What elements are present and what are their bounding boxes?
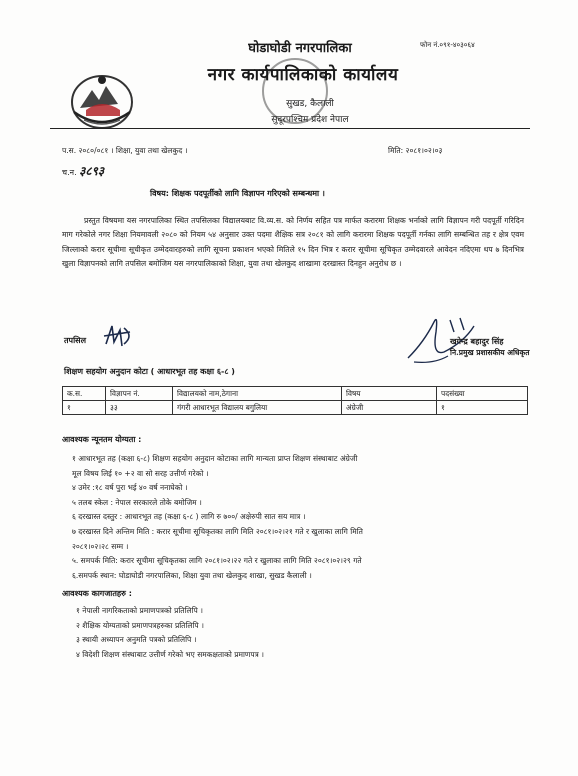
quota-title: शिक्षण सहयोग अनुदान कोटा ( आधारभूत तह कक्षा ६-८ ) — [64, 367, 235, 376]
requirements-list — [72, 452, 532, 583]
documents-list — [76, 604, 516, 662]
list-item: १ आधारभूत तह (कक्षा ६-८) शिक्षण सहयोग अनुदान कोटाका लागि मान्यता प्राप्त शिक्षण संस्थाबाट अंग्रेजी — [72, 454, 358, 463]
office-location: सुखड, कैलाली — [286, 99, 334, 109]
table-row — [63, 401, 528, 415]
letter-date: मिति: २०८१।०२।०३ — [388, 146, 443, 155]
column-header: विद्यालयको नाम,ठेगाना — [173, 387, 342, 401]
province-name: सुदूरपश्चिम प्रदेश नेपाल — [271, 115, 349, 125]
tapsil-label: तपसिल — [64, 336, 87, 345]
letter-body: प्रस्तुत विषयमा यस नगरपालिका स्थित तपसिलका विद्यालयबाट वि.व्य.स. को निर्णय सहित पत्र मार्फत करारमा शिक्षक भर्नाको लागि विज्ञापन गरी पदपूर्ती गरिदिन माग गरेकोले नगर शिक्षा नियमावली २०८० को नियम ५४ अनुसार उक्त पदमा शैक्षिक सत्र २०८१ को लागि करारमा शिक्षक पदपूर्ती गर्नका लागि सम्बन्धित तह र क्षेत्र एवम जिल्लाको करार सूचीमा सूचीकृत उम्मेदवारहरुको लागि सूचना प्रकाशन भएको मितिले १५ दिन भित्र र करार सूचीमा सूचिकृत उम्मेदवारले आवेदन नदिएमा थप ७ दिनभित्र खुला विज्ञापनको लागि तपसिल बमोजिम यस नगरपालिकाको शिक्षा, युवा तथा खेलकुद शाखामा दरखास्त दिनहुन अनुरोध छ । — [62, 216, 524, 269]
initials-signature-icon — [100, 322, 136, 350]
table-cell: ३३ — [106, 401, 173, 415]
header-divider — [50, 128, 530, 129]
table-cell: १ — [437, 401, 528, 415]
letter-subject: विषय: शिक्षक पदपूर्तीको लागि विज्ञापन गरिएको सम्बन्धमा । — [150, 189, 325, 198]
list-item: ६.समपर्क स्थान: घोडाघोडी नगरपालिका, शिक्षा युवा तथा खेलकुद शाखा, सुखड कैलाली । — [72, 570, 312, 580]
list-item: ३ स्थायी अध्यापन अनुमति पत्रको प्रतिलिपि । — [76, 635, 197, 645]
column-header: पदसंख्या — [437, 387, 528, 401]
column-header: क.स. — [63, 387, 106, 401]
dispatch-value: ३८९३ — [79, 164, 105, 178]
office-name: नगर कार्यपालिकाको कार्यालय — [207, 65, 399, 85]
table-header-row — [63, 387, 528, 401]
list-item: १ नेपाली नागरिकताको प्रमाणपत्रको प्रतिलिपि । — [76, 606, 204, 615]
list-item: मूल विषय लिई १० +२ वा सो सरह उत्तीर्ण गरेको । — [72, 468, 209, 478]
table-cell: अंग्रेजी — [342, 401, 437, 415]
nepal-government-emblem-icon — [66, 68, 138, 132]
list-item: २ शैक्षिक योग्यताको प्रमाणपत्रहरुका प्रतिलिपि । — [76, 620, 204, 630]
signatory-title: नि.प्रमुख प्रशासकीय अधिकृत — [450, 348, 530, 357]
list-item: २०८१।०२।२८ सम्म । — [72, 541, 129, 551]
requirements-heading: आवश्यक न्यूनतम योग्यता : — [62, 435, 142, 444]
signatory-name: खगेन्द्र बहादुर सिंह — [450, 336, 504, 346]
dispatch-number — [62, 162, 104, 179]
table-cell: गंगरी आधारभूत विद्यालय बगुलिया — [173, 401, 342, 415]
phone-number: फोन नं.०९१-४०३०६४ — [420, 41, 475, 49]
list-item: ४ उमेर :१८ वर्ष पुरा भई ४० वर्ष ननाघेको । — [72, 483, 188, 493]
documents-heading: आवश्यक कागजातहरु : — [62, 589, 132, 598]
column-header: विषय — [342, 387, 437, 401]
vacancy-table — [62, 386, 528, 415]
dispatch-label: च.न. — [62, 168, 77, 177]
reference-number: प.स. २०८०/०८१ । शिक्षा, युवा तथा खेलकुद । — [62, 146, 188, 155]
list-item: ६ दरखास्त दस्तुर : आधारभूत तह (कक्षा ६-८ ) लागि रु ७००/ अक्षेरुपी सात सय मात्र । — [72, 512, 306, 522]
list-item: ७ दरखास्त दिने अन्तिम मिति : करार सूचीमा सूचिकृतका लागि मिति २०८१।०२।२१ गते र खुलाका लागि मिति — [72, 526, 363, 536]
municipality-name: घोडाघोडी नगरपालिका — [248, 41, 352, 56]
table-cell: १ — [63, 401, 106, 415]
list-item: ४ विदेशी शिक्षण संस्थाबाट उत्तीर्ण गरेको भए समकक्षताको प्रमाणपत्र । — [76, 649, 264, 659]
column-header: विज्ञापन नं. — [106, 387, 173, 401]
list-item: ५. समपर्क मिति: करार सूचीमा सूचिकृतका लागि २०८१।०२।२२ गते र खुलाका लागि मिति २०८१।०२।२९ गते — [72, 556, 362, 566]
list-item: ५ तलब स्केल : नेपाल सरकारले तोके बमोजिम । — [72, 497, 202, 507]
